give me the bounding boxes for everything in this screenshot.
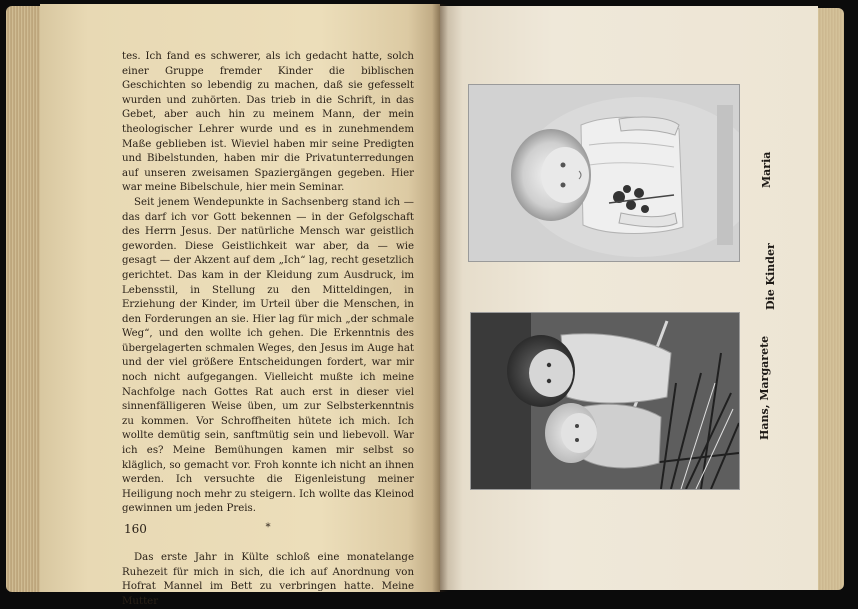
photo-maria [468, 84, 740, 262]
paragraph-2: Seit jenem Wendepunkte in Sachsenberg stand ich — das darf ich vor Gott bekennen — in der Gefolgschaft des Herrn Jesus. Der natürliche Mensch war geistlich geworden. Diese Geistlichkeit war aber, da — wie gesagt — der Akzent auf dem „Ich“ lag, recht gesetzlich gerichtet. Das kam in der Kleidung zum Ausdruck, im Lebensstil, in Stellung zu den Mitteldingen, in Erziehung der Kinder, im Urteil über die Menschen, in den Forderungen an sie. Hier lag für mich „der schmale Weg“, und den wollte ich gehen. Die Erkenntnis des übergelagerten schmalen Weges, den Jesus im Auge hat und der viel größere Entscheidungen fordert, war mir noch nicht aufgegangen. Vielleicht mußte ich meine Nachfolge nach Gottes Rat auch erst in dieser viel sinnenfälligeren Weise üben, um zur Selbsterkenntnis zu kommen. Vor Schroffheiten hütete ich mich. Ich wollte demütig sein, sanftmütig sein und liebevoll. War ich es? Meine Bemühungen kamen mir selbst so kläglich, so gemacht vor. Froh konnte ich nicht an ihnen werden. Ich versuchte die Eigenleistung meiner Heiligung noch mehr zu steigern. Ich wollte das Kleinod gewinnen um jeden Preis. [122, 196, 414, 515]
photo-hans-margarete [470, 312, 740, 490]
left-page-text [122, 50, 414, 609]
book-gutter [432, 4, 448, 592]
caption-hans-margarete: Hans, Margarete [758, 335, 771, 440]
paragraph-1: tes. Ich fand es schwerer, als ich gedacht hatte, solch einer Gruppe fremder Kinder die biblischen Geschichten so lebendig zu machen, daß sie gefesselt wurden und zuhörten. Das trieb in die Schrift, in das Gebet, aber auch hin zu meinem Mann, der mein theologischer Lehrer wurde und es in zunehmendem Maße geblieben ist. Wieviel haben mir seine Predigten und Bibelstunden, haben mir die Privatunterredungen auf unseren zweisamen Spaziergängen gegeben. Hier war meine Bibelschule, hier mein Seminar. [122, 51, 414, 194]
section-separator: * [265, 522, 271, 533]
photo-hans-margarete-image [471, 313, 739, 489]
photo-maria-image [469, 85, 739, 261]
paragraph-3: Das erste Jahr in Külte schloß eine monatelange Ruhezeit für mich in sich, die ich auf Anordnung von Hofrat Mannel im Bett zu verbringen hatte. Meine Mutter [122, 552, 414, 607]
right-page-edges [814, 8, 844, 590]
caption-maria: Maria [760, 151, 773, 188]
caption-die-kinder: Die Kinder [764, 243, 777, 310]
page-number: 160 [124, 522, 147, 536]
